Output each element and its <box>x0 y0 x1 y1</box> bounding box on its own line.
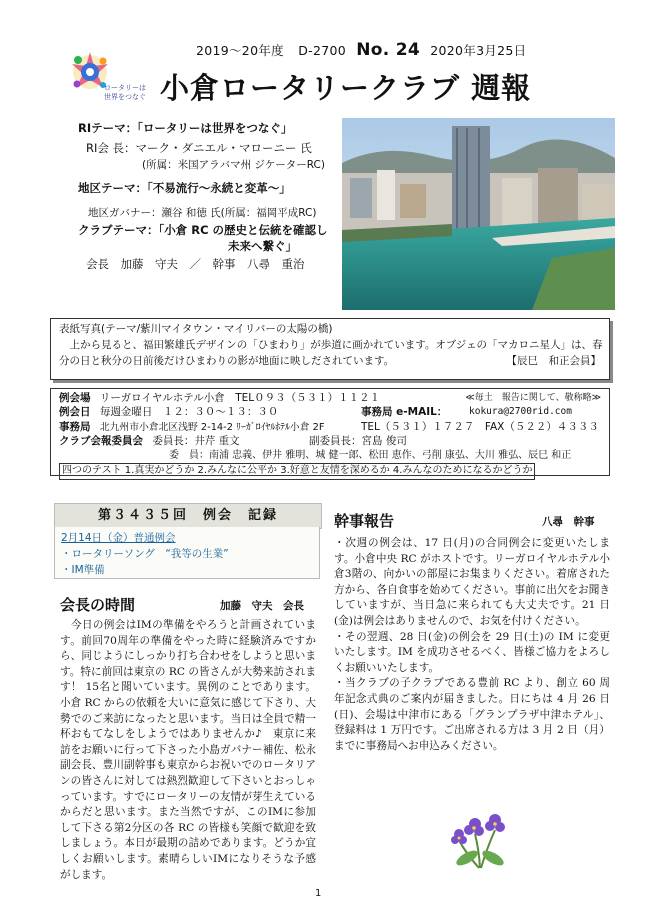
secretary-signature: 八尋 幹事 <box>542 516 595 528</box>
venue-label: 例会場 <box>59 392 91 404</box>
cover-photo <box>342 118 615 310</box>
meeting-item-im: ・IM準備 <box>61 564 105 576</box>
district-code: D-2700 <box>298 43 346 58</box>
club-info-box <box>50 388 610 476</box>
club-officers: 会長 加藤 守夫 ／ 幹事 八尋 重治 <box>86 257 305 271</box>
secretary-report <box>334 536 610 754</box>
issue-number: No. 24 <box>356 40 420 60</box>
secretary-item-1: ・次週の例会は、17 日(月)の合同例会に変更いたします。小倉中央 RC がホストです。リーガロイヤルホテル小倉3階の、向かいの部屋にお集まりください。着席された方から、各自食事を始めてください。事前に出欠をお聞きしていますが、当日急に来られても大丈夫です。21 日(金)は例会はありませんので、お気を付けください。 <box>334 537 610 627</box>
committee-vice-chair: 副委員長：宮島 俊司 <box>309 434 407 447</box>
cover-credit: 【辰巳 和正会員】 <box>506 355 601 367</box>
ri-president: RI会 長：マーク・ダニエル・マローニー 氏 <box>86 141 312 155</box>
cover-caption-box <box>50 318 610 380</box>
ri-theme: RIテーマ：「ロータリーは世界をつなぐ」 <box>78 121 293 135</box>
office-address: 北九州市小倉北区浅野 2-14-2 ﾘｰｶﾞﾛｲﾔﾙﾎﾃﾙ小倉 2F <box>99 421 325 433</box>
fiscal-year: 2019～20年度 <box>196 43 284 58</box>
president-message: 今日の例会はIMの準備をやろうと計画されています。前回70周年の準備をやった時に経験済みですから、同じようにしっかり打ち合わせをしようと思います。特に前回は東京の RC の皆さんが大勢来訪されます！ 15名と聞いています。異例のことであります。小倉 RC からの依頼を大いに意気に感じて下さり、大勢でのご来訪になったと思います。当日は全員で精一杯おもてなしをしようではありませんか♪ 東京に来訪をお願いに行って下さった小島ガバナー補佐、松永副会長、豊川副幹事も東京からお祝いでのロータリアンの皆さんに対しては熱烈歓迎して下さいとおっしゃっています。すでにロータリーの友情が芽生えているからだと思います。また当然ですが、このIMに参加して下さる第2分区の各 RC の皆様も笑顔で歓迎を致しましょう。本日が最期の詰めであります。どうか宜しくお願いします。素晴らしいIMになりそうな予感がします。 <box>60 619 316 881</box>
club-theme-line1: クラブテーマ：「小倉 RC の歴史と伝統を確認し <box>78 223 328 237</box>
meeting-day: 毎週金曜日 １２：３０～１３：３０ <box>99 406 279 419</box>
violet-flower-icon <box>445 800 515 870</box>
district-theme: 地区テーマ：「不易流行～永続と変革～」 <box>78 181 291 195</box>
office-tel: TEL（５３１）１７２７ FAX（５２２）４３３３ <box>361 420 599 433</box>
president-signature: 加藤 守夫 会長 <box>220 600 304 612</box>
club-theme-line2: 未来へ繋ぐ」 <box>228 239 297 253</box>
cover-line2: 分の日と秋分の日前後だけひまわりの影が地面に映しだされています。 <box>59 355 395 367</box>
meeting-item-song: ・ロータリーソング “我等の生業” <box>61 548 229 560</box>
meeting-record <box>54 527 320 579</box>
email: kokura@2700rid.com <box>469 406 572 418</box>
district-governor: 地区ガバナー：瀬谷 和徳 氏(所属：福岡平成RC) <box>88 207 317 219</box>
committee-chair: 委員長：井芹 重文 <box>152 434 240 447</box>
logo-caption: ロータリーは 世界をつなぐ <box>104 84 146 101</box>
committee-members: 委 員：南浦 忠義、伊井 雅明、城 健一郎、松田 恵作、弓削 康弘、大川 雅弘、辰巳 和正 <box>169 450 572 462</box>
ri-president-affiliation: (所属：米国アラバマ州 ジケーターRC) <box>142 159 325 171</box>
report-note: ≪毎土 報告に関して、敬称略≫ <box>465 393 601 403</box>
issue-line <box>196 40 526 60</box>
president-section-title: 会長の時間 <box>60 596 136 614</box>
issue-date: 2020年3月25日 <box>430 43 527 58</box>
committee-label: クラブ会報委員会 <box>59 434 143 447</box>
secretary-section-title: 幹事報告 <box>334 512 395 530</box>
office-label: 事務局 <box>59 420 91 433</box>
secretary-item-3: ・当クラブの子クラブである豊前 RC より、創立 60 周年記念式典のご案内が届きました。日にちは 4 月 26 日(日)、会場は中津市にある「グランプラザ中津ホテル」、登録料は 1 万円です。ご出席される方は 3 月 2 日（月）までに事務局へお申込みください。 <box>334 677 610 752</box>
cover-line1: 上から見ると、福田繁雄氏デザインの「ひまわり」が歩道に画かれています。オブジェの「マカロニ星人」は、春 <box>59 339 603 351</box>
page-title: 小倉ロータリークラブ 週報 <box>160 71 532 105</box>
email-label: 事務局 e-MAIL： <box>361 406 448 419</box>
four-way-test: 四つのテスト 1.真実かどうか 2.みんなに公平か 3.好意と友情を深めるか 4.みんなのためになるかどうか <box>59 463 535 479</box>
venue: リーガロイヤルホテル小倉 TEL０９３（５３１）１１２１ <box>99 392 381 404</box>
meeting-heading: 第３４３５回 例会 記録 <box>54 503 322 529</box>
secretary-item-2: ・その翌週、28 日(金)の例会を 29 日(土)の IM に変更いたします。IM を成功させるべく、皆様ご協力をよろしくお願いいたします。 <box>334 630 610 674</box>
page-number: 1 <box>315 888 322 899</box>
meeting-day-label: 例会日 <box>59 406 91 419</box>
meeting-date: 2月14日（金）普通例会 <box>61 532 176 544</box>
cover-title: 表紙写真(テーマ/紫川マイタウン・マイリバーの太陽の橋) <box>59 323 333 335</box>
